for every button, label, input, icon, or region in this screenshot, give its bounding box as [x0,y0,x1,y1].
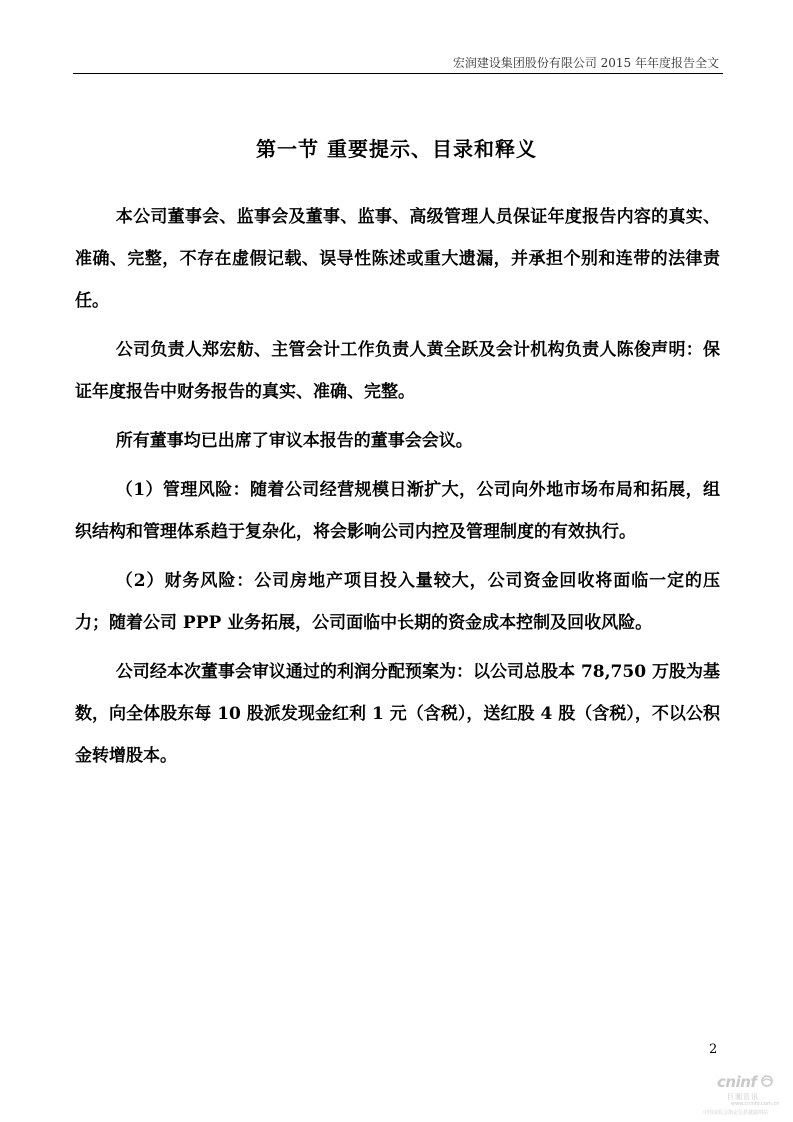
section-title: 第一节 重要提示、目录和释义 [256,137,537,161]
paragraph-profit-distribution: 公司经本次董事会审议通过的利润分配预案为：以公司总股本 78,750 万股为基数，向全体股东每 10 股派发现金红利 1 元（含税），送红股 4 股（含税），不以公积金转增股本。 [75,662,720,766]
watermark-logo-text: cninf [717,1073,757,1091]
paragraph-financial-risk: （2）财务风险：公司房地产项目投入量较大，公司资金回收将面临一定的压力；随着公司 PPP 业务拓展，公司面临中长期的资金成本控制及回收风险。 [75,571,720,633]
paragraph-board-guarantee: 本公司董事会、监事会及董事、监事、高级管理人员保证年度报告内容的真实、准确、完整，不存在虚假记载、误导性陈述或重大遗漏，并承担个别和连带的法律责任。 [75,207,720,311]
paragraph-responsible-persons: 公司负责人郑宏舫、主管会计工作负责人黄全跃及会计机构负责人陈俊声明：保证年度报告中财务报告的真实、准确、完整。 [75,340,720,402]
body-text [75,196,720,784]
paragraph-management-risk: （1）管理风险：随着公司经营规模日渐扩大，公司向外地市场布局和拓展，组织结构和管理体系趋于复杂化，将会影响公司内控及管理制度的有效执行。 [75,480,720,542]
paragraph-directors-attendance: 所有董事均已出席了审议本报告的董事会会议。 [115,431,473,451]
cninfo-watermark [703,1073,780,1117]
watermark-cn-text: 巨潮资讯 [727,1093,759,1101]
cninfo-logo-icon [761,1075,773,1087]
watermark-url: www.cninfo.com.cn [731,1101,780,1107]
page-header: 宏润建设集团股份有限公司 2015 年年度报告全文 [452,56,719,70]
page-number: 2 [709,1042,718,1057]
watermark-foot-text: 中国证监会指定信息披露网站 [703,1110,769,1116]
header-divider [73,73,723,74]
